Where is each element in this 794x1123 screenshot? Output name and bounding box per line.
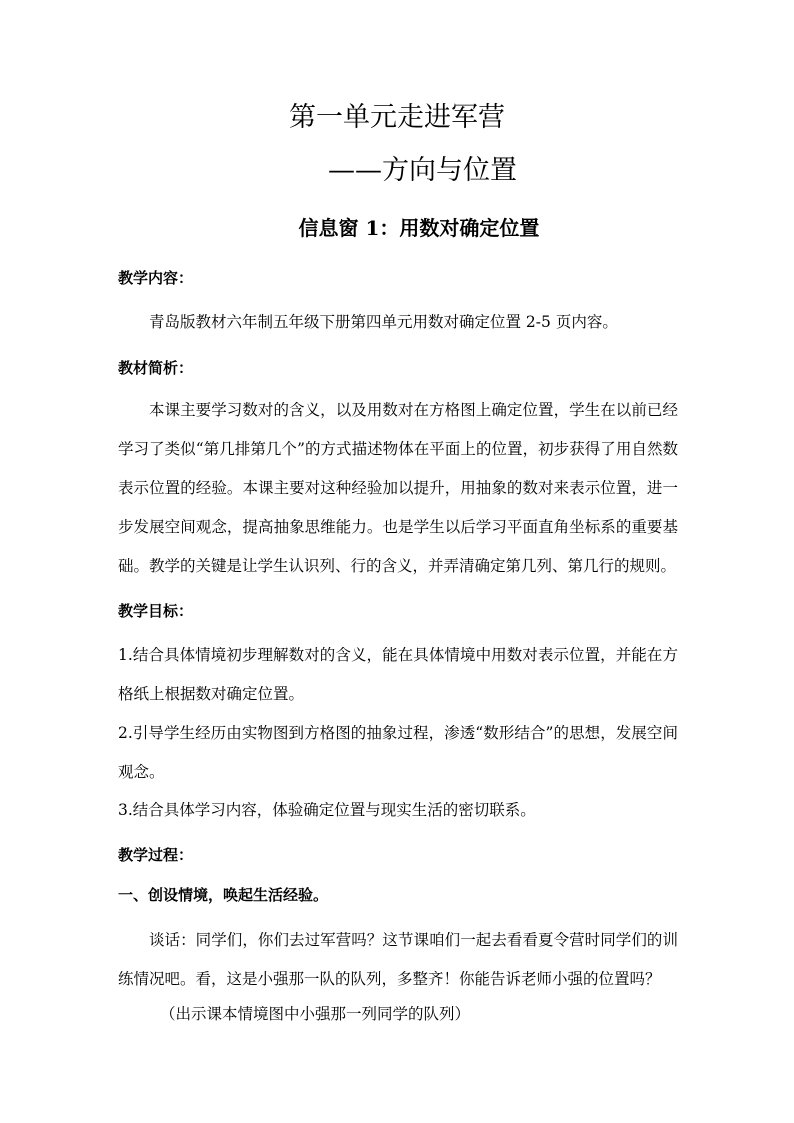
material-analysis-text: 本课主要学习数对的含义，以及用数对在方格图上确定位置，学生在以前已经学习了类似“第几排第几个”的方式描述物体在平面上的位置，初步获得了用自然数表示位置的经验。本课主要对这种经验加以提升，用抽象的数对来表示位置，进一步发展空间观念，提高抽象思维能力。也是学生以后学习平面直角坐标系的重要基础。教学的关键是让学生认识列、行的含义，并弄清确定第几列、第几行的规则。 <box>118 401 678 575</box>
teaching-content-heading: 教学内容： <box>118 269 194 287</box>
unit-title: 第一单元走进军营 <box>289 102 505 133</box>
teaching-goal-item-1: 1.结合具体情境初步理解数对的含义，能在具体情境中用数对表示位置，并能在方格纸上根据数对确定位置。 <box>118 646 678 703</box>
teaching-goal-item-2: 2.引导学生经历由实物图到方格图的抽象过程，渗透“数形结合”的思想，发展空间观念。 <box>118 724 678 781</box>
situation-note: （出示课本情境图中小强那一列同学的队列） <box>160 1005 471 1023</box>
section-one-heading: 一、创设情境，唤起生活经验。 <box>118 886 329 904</box>
teaching-goal-item-3: 3.结合具体学习内容，体验确定位置与现实生活的密切联系。 <box>118 801 536 819</box>
teaching-process-heading: 教学过程： <box>118 846 194 864</box>
lesson-title: 信息窗 1：用数对确定位置 <box>298 216 540 240</box>
teaching-goals-heading: 教学目标： <box>118 602 194 620</box>
material-analysis-heading: 教材简析： <box>118 359 194 377</box>
dialogue-text: 谈话：同学们，你们去过军营吗？这节课咱们一起去看看夏令营时同学们的训练情况吧。看，这是小强那一队的队列，多整齐！你能告诉老师小强的位置吗？ <box>118 931 678 988</box>
teaching-content-text: 青岛版教材六年制五年级下册第四单元用数对确定位置 2-5 页内容。 <box>149 313 618 331</box>
unit-subtitle: ——方向与位置 <box>328 155 517 186</box>
